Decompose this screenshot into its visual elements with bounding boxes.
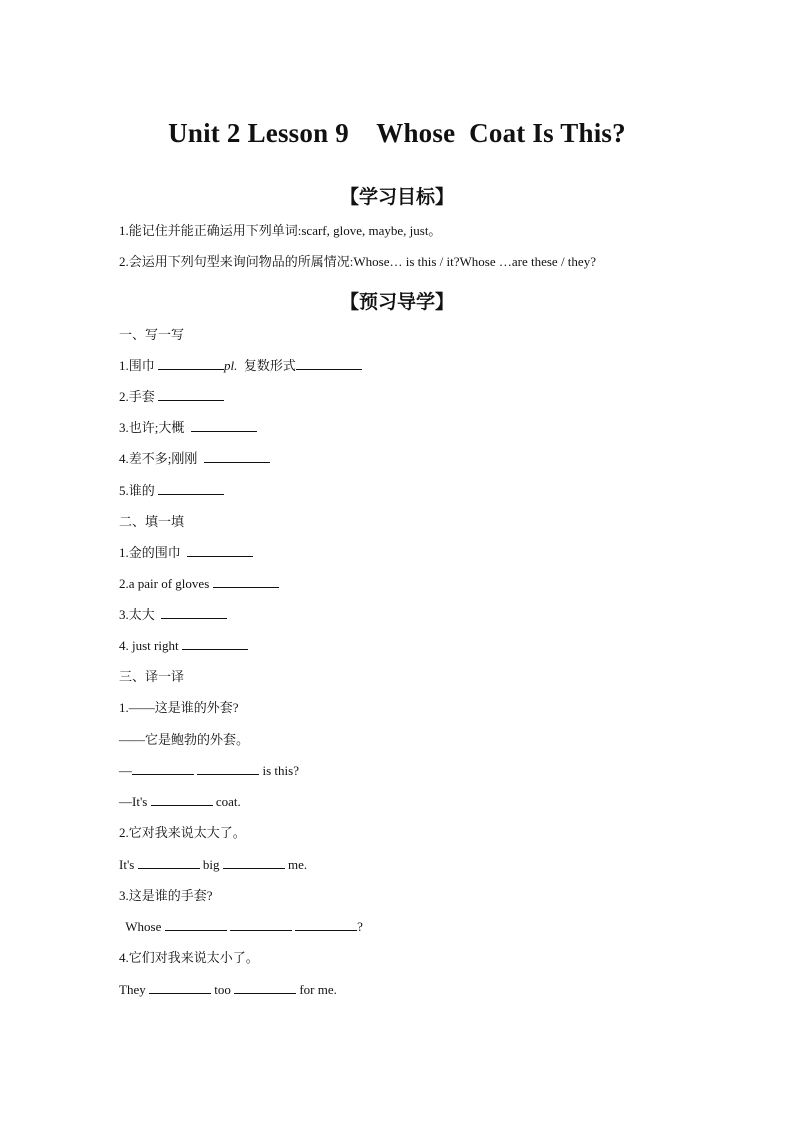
answer-blank [187, 545, 253, 557]
part3-question-1-zh-b: ——它是鲍勃的外套。 [119, 732, 250, 747]
section-heading-preview: 【预习导学】 [339, 291, 454, 313]
answer-blank [165, 919, 227, 931]
part2-question-2: 2.a pair of gloves [119, 576, 279, 592]
part3-question-3-en: Whose ? [119, 919, 363, 934]
part3-question-1-en-a: — is this? [119, 763, 299, 778]
part1-question-5: 5.谁的 [119, 483, 224, 499]
answer-blank [296, 358, 362, 370]
answer-blank [158, 483, 224, 495]
answer-blank [151, 794, 213, 806]
answer-blank [234, 982, 296, 994]
part3-question-4-en: They too for me. [119, 982, 337, 997]
part3-question-1-zh-a: 1.——这是谁的外套? [119, 700, 239, 715]
answer-blank [138, 857, 200, 869]
answer-blank [132, 763, 194, 775]
part2-question-4: 4. just right [119, 638, 248, 654]
part2-question-1: 1.金的围巾 [119, 545, 253, 561]
goal-item-1: 1.能记住并能正确运用下列单词:scarf, glove, maybe, just。 [119, 223, 442, 238]
answer-blank [223, 857, 285, 869]
part1-question-4: 4.差不多;刚刚 [119, 451, 270, 467]
part1-question-2: 2.手套 [119, 389, 224, 405]
part3-question-1-en-b: —It's coat. [119, 794, 241, 809]
answer-blank [213, 576, 279, 588]
answer-blank [204, 451, 270, 463]
part1-question-1: 1.围巾 pl. 复数形式 [119, 358, 362, 374]
goal-item-2: 2.会运用下列句型来询问物品的所属情况:Whose… is this / it?Whose …are these / they? [119, 254, 596, 269]
part1-question-3: 3.也许;大概 [119, 420, 257, 436]
answer-blank [149, 982, 211, 994]
part1-heading: 一、写一写 [119, 327, 185, 342]
answer-blank [191, 420, 257, 432]
answer-blank [158, 389, 224, 401]
answer-blank [197, 763, 259, 775]
part3-question-4-zh: 4.它们对我来说太小了。 [119, 950, 259, 965]
answer-blank [295, 919, 357, 931]
answer-blank [230, 919, 292, 931]
section-heading-goals: 【学习目标】 [339, 186, 454, 208]
part3-heading: 三、译一译 [119, 669, 185, 684]
part2-question-3: 3.太大 [119, 607, 227, 623]
page-title: Unit 2 Lesson 9 Whose Coat Is This? [168, 118, 626, 148]
answer-blank [161, 607, 227, 619]
part2-heading: 二、填一填 [119, 514, 185, 529]
part3-question-3-zh: 3.这是谁的手套? [119, 888, 213, 903]
part3-question-2-zh: 2.它对我来说太大了。 [119, 825, 246, 840]
answer-blank [158, 358, 224, 370]
part3-question-2-en: It's big me. [119, 857, 308, 872]
answer-blank [182, 638, 248, 650]
